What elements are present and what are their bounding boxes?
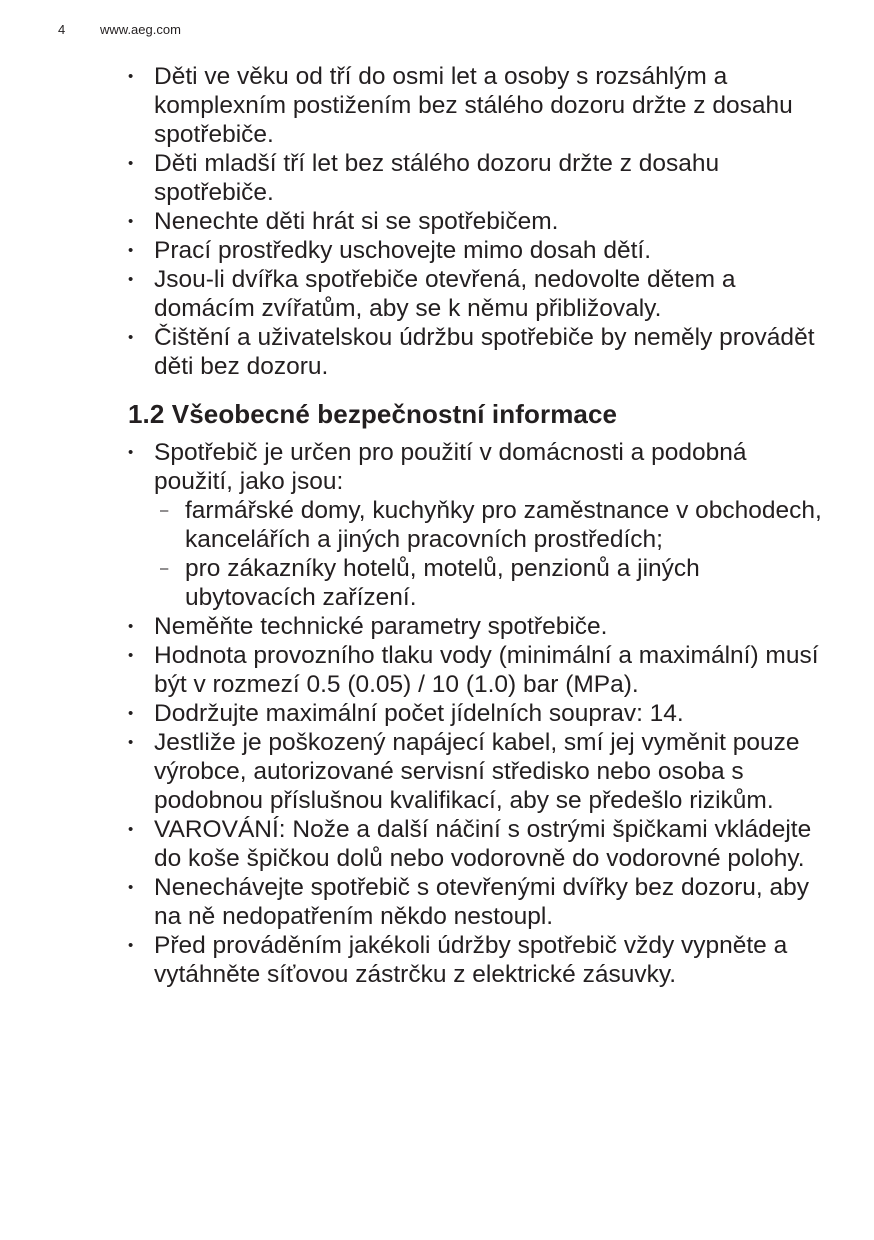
website-url: www.aeg.com: [100, 22, 181, 37]
list-item: • Neměňte technické parametry spotřebiče.: [128, 612, 828, 641]
children-safety-list: [128, 62, 828, 381]
list-item: • Jestliže je poškozený napájecí kabel, smí jej vyměnit pouze výrobce, autorizované servisní středisko nebo osoba s podobnou příslušnou kvalifikací, aby se předešlo rizikům.: [128, 728, 828, 815]
list-item: • Nenechte děti hrát si se spotřebičem.: [128, 207, 828, 236]
sub-list-item: – pro zákazníky hotelů, motelů, penzionů a jiných ubytovacích zařízení.: [154, 554, 828, 612]
list-item: • Prací prostředky uschovejte mimo dosah dětí.: [128, 236, 828, 265]
section-heading: 1.2 Všeobecné bezpečnostní informace: [128, 399, 618, 429]
list-item: • Nenechávejte spotřebič s otevřenými dvířky bez dozoru, aby na ně nedopatřením někdo nestoupl.: [128, 873, 828, 931]
list-item: • VAROVÁNÍ: Nože a další náčiní s ostrými špičkami vkládejte do koše špičkou dolů nebo vodorovně do vodorovné polohy.: [128, 815, 828, 873]
page-number: 4: [58, 22, 66, 37]
list-item: • Dodržujte maximální počet jídelních souprav: 14.: [128, 699, 828, 728]
list-item: • Čištění a uživatelskou údržbu spotřebiče by neměly provádět děti bez dozoru.: [128, 323, 828, 381]
list-item: • Děti mladší tří let bez stálého dozoru držte z dosahu spotřebiče.: [128, 149, 828, 207]
sub-list: [154, 496, 828, 612]
general-safety-list: [128, 438, 828, 989]
list-item: • Jsou-li dvířka spotřebiče otevřená, nedovolte dětem a domácím zvířatům, aby se k němu přibližovaly.: [128, 265, 828, 323]
list-item: • Před prováděním jakékoli údržby spotřebič vždy vypněte a vytáhněte síťovou zástrčku z elektrické zásuvky.: [128, 931, 828, 989]
list-item-intro: Spotřebič je určen pro použití v domácnosti a podobná použití, jako jsou:: [154, 439, 747, 495]
page-header: [58, 22, 181, 37]
list-item: • Hodnota provozního tlaku vody (minimální a maximální) musí být v rozmezí 0.5 (0.05) / 10 (1.0) bar (MPa).: [128, 641, 828, 699]
page-content: [128, 62, 828, 989]
list-item: [128, 438, 828, 612]
list-item: • Děti ve věku od tří do osmi let a osoby s rozsáhlým a komplexním postižením bez stálého dozoru držte z dosahu spotřebiče.: [128, 62, 828, 149]
sub-list-item: – farmářské domy, kuchyňky pro zaměstnance v obchodech, kancelářích a jiných pracovních prostředích;: [154, 496, 828, 554]
